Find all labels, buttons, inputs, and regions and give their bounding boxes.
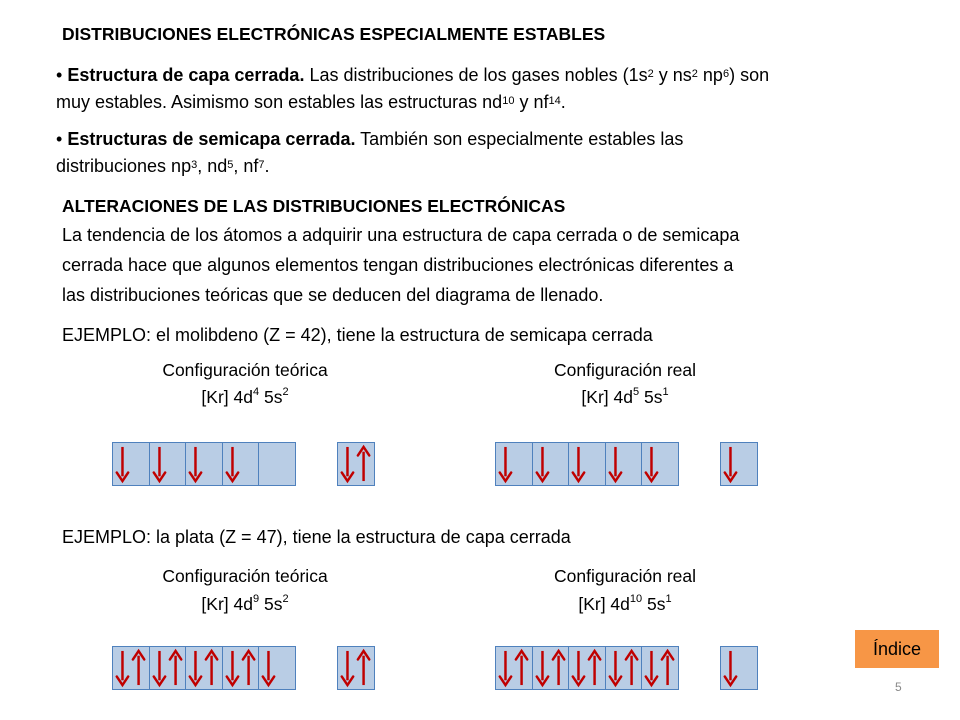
bullet1-line2 [56,89,566,115]
spin-down-arrow-icon [153,651,164,685]
orbital-box [222,442,260,486]
spin-down-arrow-icon [500,447,511,481]
superscript: 1 [662,386,669,398]
spin-down-arrow-icon [500,651,511,685]
example2-real-config [510,594,740,615]
example1-real-label: Configuración real [553,360,697,380]
spin-down-arrow-icon [646,447,657,481]
spin-up-arrow-icon [516,651,527,685]
example1-real-config [510,387,740,408]
spin-down-arrow-icon [573,651,584,685]
config-text: 5s [642,594,666,614]
orbital-box [222,646,260,690]
superscript: 10 [629,593,643,605]
superscript: 6 [722,68,730,80]
orbital-box [258,442,296,486]
section2-line1: La tendencia de los átomos a adquirir una estructura de capa cerrada o de semicapa [62,225,740,245]
superscript: 2 [691,68,698,80]
orbital-box [641,646,679,690]
orbital-box [258,646,296,690]
spin-down-arrow-icon [536,447,547,481]
orbital-box [495,646,533,690]
spin-down-arrow-icon [153,447,164,481]
config-text: 5s [259,387,283,407]
example2-theoretical-label: Configuración teórica [162,566,328,586]
orbital-diagram-5s [337,442,374,486]
orbital-diagram-5s [337,646,374,690]
orbital-diagram-4d [112,646,295,690]
spin-up-arrow-icon [358,651,369,685]
spin-up-arrow-icon [358,447,369,481]
bullet2-line2 [56,153,270,179]
orbital-box [112,442,150,486]
spin-down-arrow-icon [609,651,620,685]
spin-down-arrow-icon [725,651,736,685]
example1-theoretical-config [130,387,360,408]
superscript: 2 [282,386,289,398]
orbital-box [337,442,375,486]
orbital-diagram-4d [495,646,678,690]
orbital-box [185,646,223,690]
spin-up-arrow-icon [206,651,217,685]
superscript: 4 [252,386,260,398]
bullet-marker: • [56,129,63,149]
example1-title: EJEMPLO: el molibdeno (Z = 42), tiene la estructura de semicapa cerrada [62,325,653,345]
bullet2-text: distribuciones np [56,156,192,176]
config-text: [Kr] 4d [581,387,633,407]
config-text: [Kr] 4d [201,387,253,407]
orbital-box [568,646,606,690]
orbital-box [495,442,533,486]
spin-down-arrow-icon [263,651,274,685]
orbital-diagram-5s [720,646,757,690]
superscript: 1 [665,593,672,605]
bullet2-text: , nd [197,156,228,176]
config-text: 5s [259,594,283,614]
bullet-marker: • [56,65,63,85]
orbital-diagram-5s [720,442,757,486]
superscript: 5 [227,159,234,171]
orbital-box [149,646,187,690]
index-button[interactable]: Índice [855,630,939,668]
example2-real-label: Configuración real [553,566,697,586]
spin-down-arrow-icon [117,447,128,481]
orbital-box [532,646,570,690]
spin-down-arrow-icon [725,447,736,481]
superscript: 10 [502,95,515,107]
config-text: [Kr] 4d [201,594,253,614]
superscript: 9 [252,593,260,605]
spin-down-arrow-icon [342,651,353,685]
spin-up-arrow-icon [625,651,636,685]
bullet1-text: Las distribuciones de los gases nobles (1s [304,65,648,85]
page-number: 5 [895,680,902,694]
orbital-diagram-4d [112,442,295,486]
section2-title: ALTERACIONES DE LAS DISTRIBUCIONES ELECTRÓNICAS [62,196,566,216]
bullet1-text: y ns [653,65,692,85]
orbital-diagram-4d [495,442,678,486]
bullet1-text: ) son [729,65,770,85]
superscript: 14 [548,95,561,107]
bullet-half-shell [56,126,683,152]
spin-down-arrow-icon [573,447,584,481]
orbital-box [641,442,679,486]
section2-line2: cerrada hace que algunos elementos tengan distribuciones electrónicas diferentes a [62,255,734,275]
spin-up-arrow-icon [552,651,563,685]
orbital-box [605,646,643,690]
bullet2-text: También son especialmente estables las [355,129,684,149]
config-text: 5s [639,387,663,407]
spin-down-arrow-icon [342,447,353,481]
bullet1-bold: Estructura de capa cerrada. [67,65,305,85]
bullet2-text: , nf [233,156,259,176]
bullet2-bold: Estructuras de semicapa cerrada. [67,129,356,149]
section2-line3: las distribuciones teóricas que se deducen del diagrama de llenado. [62,285,604,305]
example2-theoretical-config [130,594,360,615]
superscript: 3 [191,159,198,171]
example1-theoretical-label: Configuración teórica [162,360,328,380]
orbital-box [568,442,606,486]
spin-up-arrow-icon [589,651,600,685]
spin-down-arrow-icon [117,651,128,685]
bullet-closed-shell [56,62,769,88]
spin-down-arrow-icon [646,651,657,685]
spin-up-arrow-icon [133,651,144,685]
spin-down-arrow-icon [190,447,201,481]
bullet1-text: muy estables. Asimismo son estables las estructuras nd [56,92,503,112]
spin-down-arrow-icon [190,651,201,685]
spin-down-arrow-icon [609,447,620,481]
spin-up-arrow-icon [169,651,180,685]
orbital-box [337,646,375,690]
spin-down-arrow-icon [226,447,237,481]
orbital-box [112,646,150,690]
orbital-box [149,442,187,486]
section1-title: DISTRIBUCIONES ELECTRÓNICAS ESPECIALMENTE ESTABLES [62,24,606,44]
spin-up-arrow-icon [242,651,253,685]
spin-down-arrow-icon [536,651,547,685]
example2-title: EJEMPLO: la plata (Z = 47), tiene la estructura de capa cerrada [62,527,571,547]
orbital-box [605,442,643,486]
bullet2-text: . [264,156,270,176]
orbital-box [185,442,223,486]
superscript: 5 [632,386,640,398]
bullet1-text: np [697,65,723,85]
config-text: [Kr] 4d [578,594,630,614]
superscript: 2 [282,593,289,605]
bullet1-text: y nf [514,92,549,112]
bullet1-text: . [560,92,566,112]
spin-down-arrow-icon [226,651,237,685]
orbital-box [720,442,758,486]
spin-up-arrow-icon [662,651,673,685]
orbital-box [532,442,570,486]
orbital-box [720,646,758,690]
superscript: 2 [647,68,654,80]
superscript: 7 [258,159,265,171]
